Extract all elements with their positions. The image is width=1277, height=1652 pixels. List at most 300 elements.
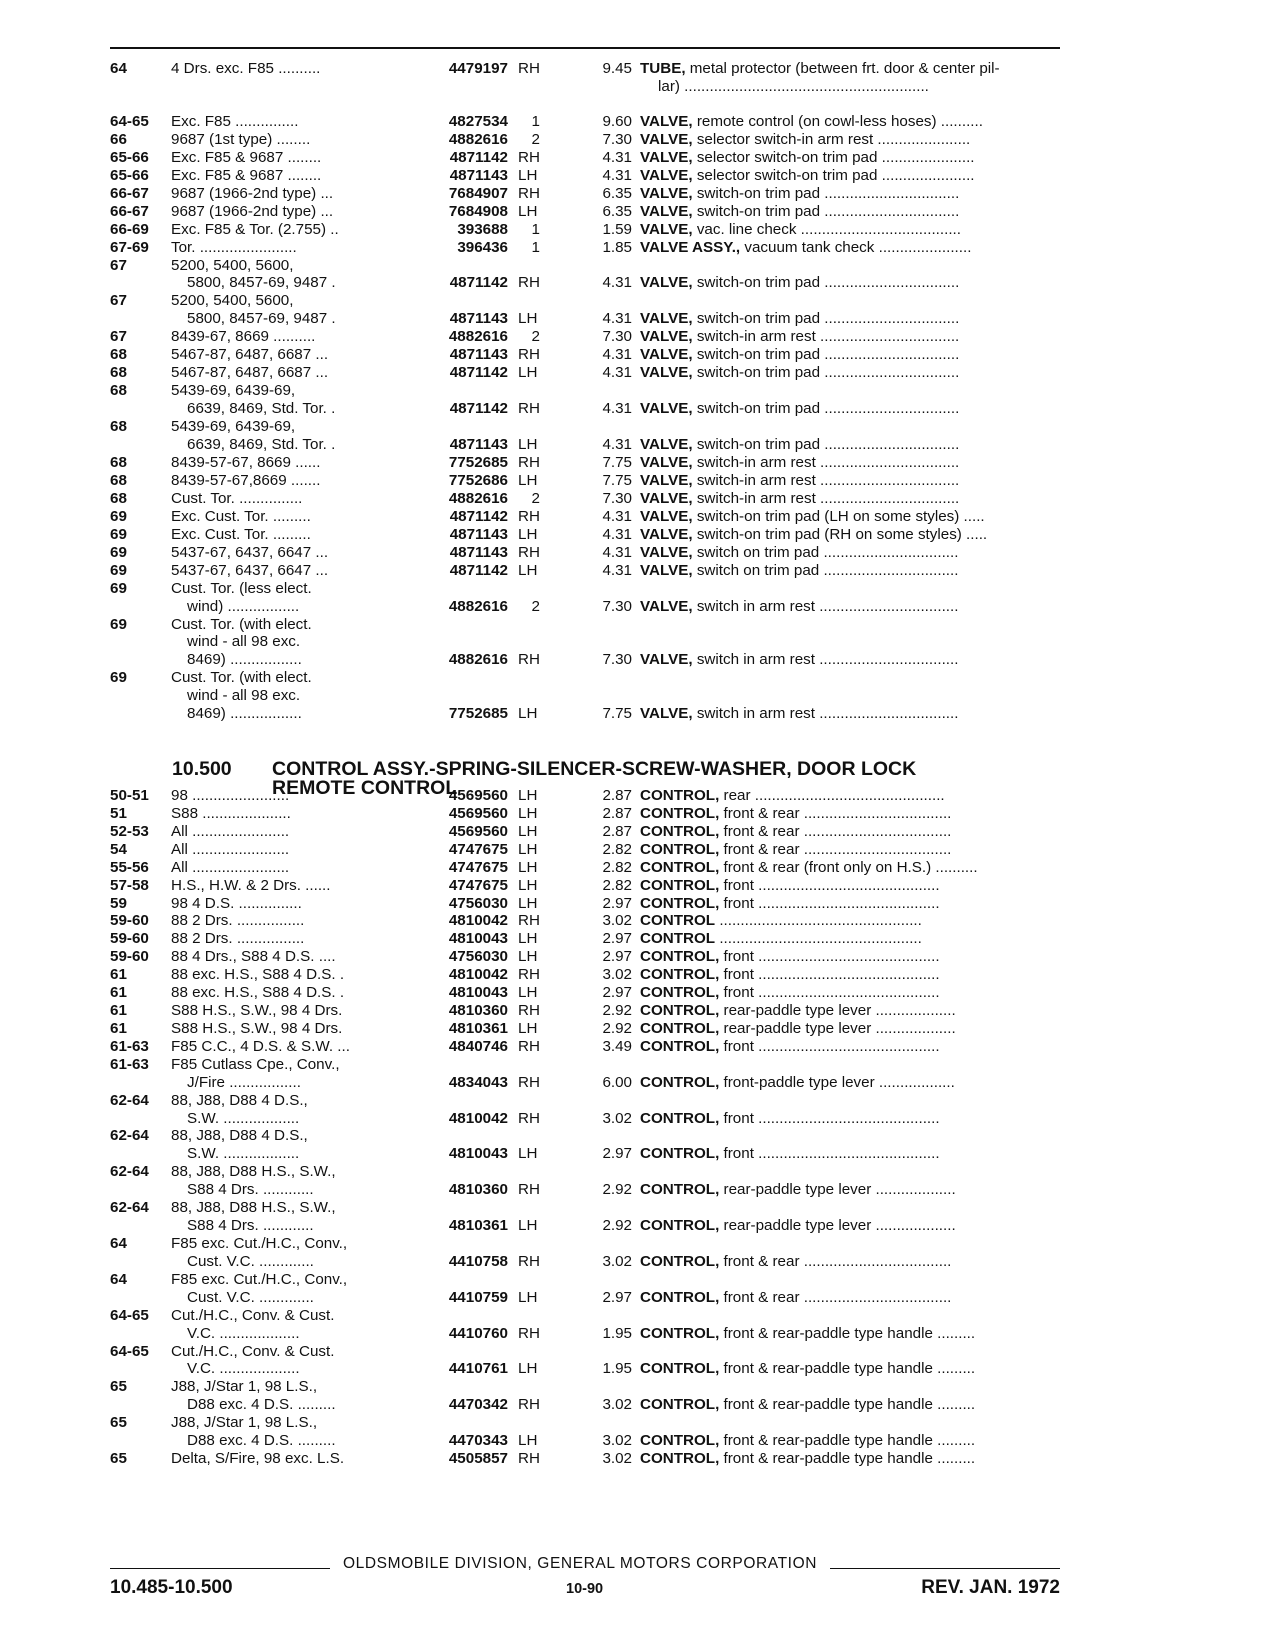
description-name: CONTROL, [640,1109,720,1127]
qty-side-cell: RH [518,60,540,77]
part-number-cell: 7752686 [448,471,508,489]
description-cell [640,203,1066,222]
part-number-cell: 4871142 [449,561,508,579]
price-cell: 4.31 [602,507,632,525]
description-cell [640,651,1066,670]
description-text: switch on trim pad ................................ [692,543,959,561]
model-cell: 9687 (1st type) ........ [171,130,311,148]
year-cell: 59-60 [110,948,149,966]
model-cell: 5437-67, 6437, 6647 ... [171,543,329,561]
description-text: switch-on trim pad ................................ [692,274,960,292]
year-cell: 67 [110,256,127,274]
part-number-cell: 4410761 [448,1360,508,1378]
description-name: VALVE, [640,328,693,346]
qty-side-cell: 1 [531,220,540,238]
qty-side-cell: LH [518,436,538,453]
model-cell: wind - all 98 exc. [187,633,301,651]
part-number-cell: 7684908 [448,202,508,220]
qty-side-cell: 1 [531,238,540,256]
part-number-cell: 4410760 [448,1324,508,1342]
model-cell: 5800, 8457-69, 9487 . [187,310,336,328]
price-cell: 2.97 [602,1145,632,1163]
description-text: switch-on trim pad ................................ [692,184,960,202]
year-cell: 64-65 [110,112,149,130]
part-number-cell: 4871143 [449,310,508,328]
description-text: selector switch-on trim pad ...................... [692,148,975,166]
year-cell: 68 [110,471,127,489]
description-cell [640,787,1066,806]
price-cell: 2.97 [602,894,632,912]
description-cell [640,346,1066,365]
qty-side-cell: RH [518,543,540,561]
description-name: CONTROL, [640,858,720,876]
description-name: VALVE, [640,274,693,292]
price-cell: 2.87 [602,804,632,822]
description-text: switch-on trim pad ................................ [692,400,960,418]
model-cell: 88, J88, D88 H.S., S.W., [171,1199,336,1217]
description-text: metal protector (between frt. door & center pil- [685,60,1000,77]
model-cell: 88 exc. H.S., S88 4 D.S. . [171,984,345,1002]
model-cell: Cust. Tor. ............... [171,489,303,507]
description-text: front-paddle type lever .................. [719,1073,955,1091]
description-text: rear-paddle type lever ................... [719,1002,956,1020]
year-cell: 69 [110,615,127,633]
part-number-cell: 4871143 [449,346,508,364]
part-number-cell: 4747675 [448,840,508,858]
description-cell [640,1325,1066,1344]
year-cell: 61 [110,1002,127,1020]
description-name: CONTROL, [640,1002,720,1020]
description-name: VALVE, [640,346,693,364]
model-cell: F85 exc. Cut./H.C., Conv., [171,1235,348,1252]
qty-side-cell: 2 [531,597,540,615]
qty-side-cell: LH [518,202,538,220]
description-name: CONTROL, [640,1432,720,1450]
description-name: TUBE, [640,60,686,77]
description-cell [640,1217,1066,1236]
part-number-cell: 4840746 [448,1037,508,1055]
qty-side-cell: 2 [531,328,540,346]
year-cell: 68 [110,453,127,471]
year-cell: 61-63 [110,1055,149,1073]
model-cell: 5437-67, 6437, 6647 ... [171,561,329,579]
description-cell [640,544,1066,563]
qty-side-cell: LH [518,822,538,840]
description-cell [640,1450,1066,1469]
model-cell: J88, J/Star 1, 98 L.S., [171,1378,318,1396]
description-cell [640,364,1066,383]
description-cell [640,167,1066,186]
part-number-cell: 4871142 [449,507,508,525]
description-cell [640,490,1066,509]
description-name: CONTROL [640,912,716,930]
qty-side-cell: LH [518,1432,538,1450]
year-cell: 69 [110,561,127,579]
part-number-cell: 4810361 [448,1019,508,1037]
description-text: vacuum tank check ...................... [740,238,972,256]
section-number: 10.500 [172,758,232,780]
year-cell: 50-51 [110,787,149,804]
description-cell [640,823,1066,842]
part-number-cell: 4569560 [448,822,508,840]
model-cell: 6639, 8469, Std. Tor. . [187,400,336,418]
description-name: CONTROL, [640,787,720,804]
price-cell: 2.82 [602,858,632,876]
model-cell: 4 Drs. exc. F85 .......... [171,60,321,77]
description-text: vac. line check ...................................... [692,220,962,238]
description-text: switch-on trim pad ................................ [692,202,960,220]
model-cell: 8439-57-67, 8669 ...... [171,453,321,471]
part-number-cell: 4810360 [448,1002,508,1020]
description-cell [640,60,1066,79]
description-name: VALVE, [640,597,693,615]
year-cell: 61 [110,984,127,1002]
description-text: switch-on trim pad (RH on some styles) ..... [692,525,988,543]
description-text: front & rear (front only on H.S.) .......... [719,858,978,876]
model-cell: Cust. V.C. ............. [187,1252,314,1270]
footer-org-line [110,1555,1060,1575]
description-text: front & rear ................................... [719,840,952,858]
price-cell: 9.45 [602,60,632,77]
part-number-cell: 7752685 [448,453,508,471]
description-text: front ........................................... [719,894,940,912]
description-name: VALVE, [640,148,693,166]
description-name: VALVE, [640,507,693,525]
part-number-cell: 4882616 [448,597,508,615]
model-cell: 98 4 D.S. ............... [171,894,302,912]
description-name: VALVE, [640,561,693,579]
year-cell: 61 [110,966,127,984]
year-cell: 65 [110,1450,127,1468]
year-cell: 68 [110,382,127,400]
year-cell: 69 [110,507,127,525]
section-title-line1: CONTROL ASSY.-SPRING-SILENCER-SCREW-WASHER, DOOR LOCK [272,758,917,780]
year-cell: 54 [110,840,127,858]
description-cell [640,895,1066,914]
price-cell: 1.59 [602,220,632,238]
year-cell: 64-65 [110,1342,149,1360]
description-cell [640,877,1066,896]
part-number-cell: 4505857 [448,1450,508,1468]
qty-side-cell: LH [518,1288,538,1306]
year-cell: 65-66 [110,148,149,166]
model-cell: Exc. F85 & 9687 ........ [171,148,322,166]
model-cell: Exc. Cust. Tor. ......... [171,507,311,525]
model-cell: Tor. ....................... [171,238,297,256]
year-cell: 55-56 [110,858,149,876]
year-cell: 65-66 [110,166,149,184]
description-name: CONTROL, [640,1450,720,1468]
model-cell: Exc. F85 & 9687 ........ [171,166,322,184]
year-cell: 68 [110,418,127,436]
year-cell: 59 [110,894,127,912]
model-cell: 9687 (1966-2nd type) ... [171,184,334,202]
description-name: CONTROL, [640,1360,720,1378]
part-number-cell: 4871143 [449,543,508,561]
description-text: front & rear ................................... [719,1288,952,1306]
section-title-line2: REMOTE CONTROL [272,777,458,799]
price-cell: 2.92 [602,1181,632,1199]
price-cell: 4.31 [602,274,632,292]
qty-side-cell: RH [518,1450,540,1468]
price-cell: 1.85 [602,238,632,256]
model-cell: S88 4 Drs. ............ [187,1217,314,1235]
description-text: switch-in arm rest ................................. [692,328,960,346]
year-cell: 62-64 [110,1199,149,1217]
qty-side-cell: RH [518,651,540,669]
qty-side-cell: RH [518,1252,540,1270]
description-name: VALVE, [640,202,693,220]
description-text: front & rear ................................... [719,804,952,822]
description-name: CONTROL, [640,948,720,966]
year-cell: 65 [110,1378,127,1396]
description-text: switch-in arm rest ................................. [692,489,960,507]
part-number-cell: 4569560 [448,804,508,822]
description-name: CONTROL, [640,876,720,894]
description-text: switch in arm rest ................................. [692,597,959,615]
part-number-cell: 4810042 [448,912,508,930]
description-name: VALVE, [640,130,693,148]
model-cell: J/Fire ................. [187,1073,301,1091]
year-cell: 66-67 [110,202,149,220]
description-text: switch-on trim pad ................................ [692,436,960,453]
description-cell [640,705,1066,724]
description-cell [640,508,1066,527]
qty-side-cell: LH [518,948,538,966]
description-name: VALVE ASSY., [640,238,741,256]
description-text: switch-in arm rest ................................. [692,471,960,489]
description-text: front ........................................... [719,948,940,966]
description-cell [640,1074,1066,1093]
description-text: front ........................................... [719,1037,940,1055]
description-cell [640,1038,1066,1057]
price-cell: 7.30 [602,489,632,507]
model-cell: F85 C.C., 4 D.S. & S.W. ... [171,1037,350,1055]
year-cell: 68 [110,346,127,364]
part-number-cell: 4470343 [448,1432,508,1450]
description-text: selector switch-on trim pad ...................... [692,166,975,184]
part-number-cell: 4810043 [448,1145,508,1163]
footer-org: OLDSMOBILE DIVISION, GENERAL MOTORS CORPORATION [330,1555,830,1573]
description-cell [640,1181,1066,1200]
year-cell: 64 [110,1235,127,1252]
description-name: CONTROL, [640,1324,720,1342]
description-cell [640,274,1066,293]
description-name: CONTROL, [640,984,720,1002]
qty-side-cell: LH [518,525,538,543]
year-cell: 69 [110,543,127,561]
footer-section-range: 10.485-10.500 [110,1577,233,1598]
description-text: front & rear-paddle type handle ......... [719,1360,976,1378]
year-cell: 61 [110,1019,127,1037]
price-cell: 4.31 [602,346,632,364]
description-cell [640,859,1066,878]
year-cell: 68 [110,489,127,507]
description-name: CONTROL, [640,840,720,858]
price-cell: 4.31 [602,400,632,418]
model-cell: Cut./H.C., Conv. & Cust. [171,1306,335,1324]
qty-side-cell: LH [518,310,538,328]
model-cell: 98 ....................... [171,787,290,804]
year-cell: 59-60 [110,912,149,930]
year-cell: 64 [110,60,127,77]
qty-side-cell: RH [518,1396,540,1414]
year-cell: 66-67 [110,184,149,202]
price-cell: 3.02 [602,1109,632,1127]
description-cell [640,185,1066,204]
description-name: VALVE, [640,220,693,238]
description-text: front ........................................... [719,984,940,1002]
part-number-cell: 4882616 [448,328,508,346]
qty-side-cell: LH [518,804,538,822]
price-cell: 2.97 [602,948,632,966]
model-cell: V.C. ................... [187,1324,300,1342]
description-name: CONTROL, [640,1252,720,1270]
part-number-cell: 4882616 [448,489,508,507]
price-cell: 7.75 [602,705,632,723]
description-cell [640,472,1066,491]
price-cell: 4.31 [602,148,632,166]
part-number-cell: 4756030 [448,894,508,912]
description-name: VALVE, [640,436,693,453]
qty-side-cell: RH [518,346,540,364]
description-text: switch in arm rest ................................. [692,705,959,723]
description-name: VALVE, [640,651,693,669]
model-cell: F85 exc. Cut./H.C., Conv., [171,1270,348,1288]
description-name: CONTROL, [640,1288,720,1306]
model-cell: J88, J/Star 1, 98 L.S., [171,1414,318,1432]
model-cell: S88 4 Drs. ............ [187,1181,314,1199]
qty-side-cell: LH [518,787,538,804]
part-number-cell: 4871142 [449,364,508,382]
description-text: rear-paddle type lever ................... [719,1181,956,1199]
description-text: front & rear-paddle type handle ......... [719,1432,976,1450]
description-text: rear-paddle type lever ................... [719,1217,956,1235]
description-cell [640,1289,1066,1308]
description-text: ................................................ [715,912,922,930]
model-cell: 5439-69, 6439-69, [171,382,296,400]
price-cell: 2.92 [602,1002,632,1020]
price-cell: 6.00 [602,1073,632,1091]
price-cell: 7.30 [602,597,632,615]
description-cell [640,454,1066,473]
part-number-cell: 4810042 [448,966,508,984]
description-name: VALVE, [640,453,693,471]
description-text: front & rear-paddle type handle ......... [719,1324,976,1342]
price-cell: 4.31 [602,436,632,453]
qty-side-cell: RH [518,1073,540,1091]
description-name: VALVE, [640,543,693,561]
part-number-cell: 4479197 [448,60,508,77]
description-text: switch-on trim pad ................................ [692,310,960,328]
qty-side-cell: LH [518,1019,538,1037]
qty-side-cell: LH [518,984,538,1002]
description-cell [640,1360,1066,1379]
qty-side-cell: RH [518,1002,540,1020]
model-cell: Exc. F85 ............... [171,112,299,130]
model-cell: 9687 (1966-2nd type) ... [171,202,334,220]
qty-side-cell: 2 [531,130,540,148]
year-cell: 68 [110,364,127,382]
description-continuation: lar) .......................................................... [658,77,929,95]
price-cell: 7.75 [602,471,632,489]
price-cell: 2.82 [602,876,632,894]
qty-side-cell: RH [518,453,540,471]
part-number-cell: 4871143 [449,525,508,543]
model-cell: 88, J88, D88 4 D.S., [171,1091,308,1109]
description-name: VALVE, [640,471,693,489]
description-cell [640,221,1066,240]
model-cell: Cust. Tor. (less elect. [171,579,312,597]
model-cell: V.C. ................... [187,1360,300,1378]
part-number-cell: 4810042 [448,1109,508,1127]
year-cell: 67 [110,292,127,310]
model-cell: 8439-67, 8669 .......... [171,328,316,346]
qty-side-cell: RH [518,1324,540,1342]
part-number-cell: 4871143 [449,166,508,184]
year-cell: 69 [110,525,127,543]
description-cell [640,1396,1066,1415]
model-cell: All ....................... [171,858,290,876]
footer-rule-left [110,1568,340,1569]
model-cell: S88 H.S., S.W., 98 4 Drs. [171,1019,343,1037]
part-number-cell: 4871142 [449,400,508,418]
model-cell: Exc. Cust. Tor. ......... [171,525,311,543]
description-name: CONTROL, [640,1181,720,1199]
qty-side-cell: RH [518,184,540,202]
year-cell: 69 [110,669,127,687]
part-number-cell: 4810043 [448,984,508,1002]
price-cell: 1.95 [602,1360,632,1378]
description-cell [640,131,1066,150]
qty-side-cell: RH [518,274,540,292]
description-name: VALVE, [640,166,693,184]
description-name: VALVE, [640,112,693,130]
model-cell: 8439-57-67,8669 ....... [171,471,321,489]
part-number-cell: 4871142 [449,274,508,292]
price-cell: 9.60 [602,112,632,130]
description-text: rear ............................................. [719,787,945,804]
model-cell: All ....................... [171,822,290,840]
year-cell: 62-64 [110,1127,149,1145]
qty-side-cell: RH [518,1109,540,1127]
model-cell: 88 2 Drs. ................ [171,912,305,930]
footer-rule-right [810,1568,1060,1569]
price-cell: 7.30 [602,328,632,346]
part-number-cell: 4410758 [448,1252,508,1270]
model-cell: 5439-69, 6439-69, [171,418,296,436]
description-cell [640,113,1066,132]
description-cell [640,948,1066,967]
description-name: CONTROL, [640,966,720,984]
model-cell: 5200, 5400, 5600, [171,256,294,274]
model-cell: H.S., H.W. & 2 Drs. ...... [171,876,331,894]
description-text: front ........................................... [719,1145,940,1163]
model-cell: S.W. .................. [187,1145,300,1163]
price-cell: 2.92 [602,1217,632,1235]
price-cell: 1.95 [602,1324,632,1342]
qty-side-cell: 1 [531,112,540,130]
model-cell: 88, J88, D88 H.S., S.W., [171,1163,336,1181]
model-cell: F85 Cutlass Cpe., Conv., [171,1055,340,1073]
qty-side-cell: LH [518,876,538,894]
qty-side-cell: LH [518,840,538,858]
model-cell: Cut./H.C., Conv. & Cust. [171,1342,335,1360]
description-name: CONTROL, [640,822,720,840]
price-cell: 2.97 [602,984,632,1002]
year-cell: 59-60 [110,930,149,948]
qty-side-cell: RH [518,1181,540,1199]
